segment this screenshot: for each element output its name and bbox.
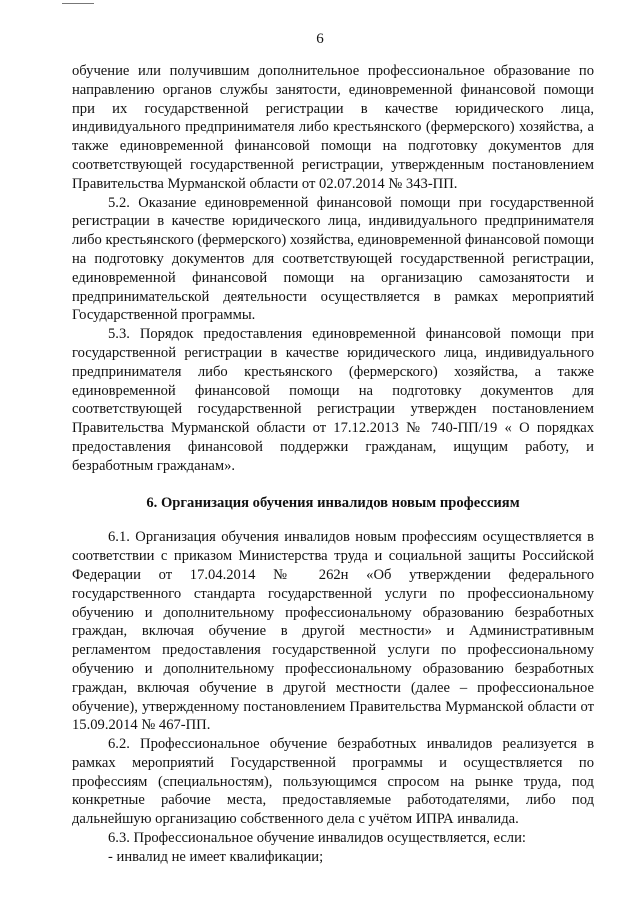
page-number: 6 bbox=[316, 31, 324, 47]
paragraph-6-1: 6.1. Организация обучения инвалидов новым профессиям осуществляется в соответствии с приказом Министерства труда и социальной защиты Российской Федерации от 17.04.2014 № 262н «Об утверждении федерального государственного стандарта государственной услуги по профессиональному обучению и дополнительному профессиональному образованию безработных граждан, включая обучение в другой местности» и Административным регламентом предоставления государственной услуги по профессиональному обучению и дополнительному профессиональному образованию безработных граждан, включая обучение в другой местности (далее – профессиональное обучение), утвержденному постановлением Правительства Мурманской области от 15.09.2014 № 467-ПП. bbox=[72, 529, 594, 734]
paragraph-5-3: 5.3. Порядок предоставления единовременной финансовой помощи при государственной регистрации в качестве юридического лица, индивидуального предпринимателя либо крестьянского (фермерского) хозяйства, а также единовременной финансовой помощи на подготовку документов для соответствующей государственной регистрации утвержден постановлением Правительства Мурманской области от 17.12.2013 № 740-ПП/19 « О порядках предоставления финансовой поддержки гражданам, ищущим работу, и безработным гражданам». bbox=[72, 326, 594, 474]
section-heading: 6. Организация обучения инвалидов новым профессиям bbox=[146, 494, 520, 511]
document-body bbox=[72, 62, 594, 867]
list-item: - инвалид не имеет квалификации; bbox=[108, 848, 324, 865]
top-rule bbox=[62, 3, 94, 4]
paragraph-5-2: 5.2. Оказание единовременной финансовой помощи при государственной регистрации в качестве юридического лица, индивидуального предпринимателя либо крестьянского (фермерского) хозяйства, единовременной финансовой помощи на подготовку документов для соответствующей государственной регистрации, единовременной финансовой помощи на организацию самозанятости и предпринимательской деятельности осуществляется в рамках мероприятий Государственной программы. bbox=[72, 194, 594, 324]
paragraph-continuation: обучение или получившим дополнительное профессиональное образование по направлению органов службы занятости, единовременной финансовой помощи при их государственной регистрации в качестве юридического лица, индивидуального предпринимателя либо крестьянского (фермерского) хозяйства, а также единовременной финансовой помощи на подготовку документов для соответствующей государственной регистрации, утвержденным постановлением Правительства Мурманской области от 02.07.2014 № 343-ПП. bbox=[72, 63, 594, 192]
paragraph-6-2: 6.2. Профессиональное обучение безработных инвалидов реализуется в рамках мероприятий Государственной программы и осуществляется по профессиям (специальностям), пользующимся спросом на рынке труда, под конкретные рабочие места, предоставляемые работодателями, либо под дальнейшую организацию собственного дела с учётом ИПРА инвалида. bbox=[72, 736, 594, 828]
paragraph-6-3: 6.3. Профессиональное обучение инвалидов осуществляется, если: bbox=[108, 830, 526, 847]
